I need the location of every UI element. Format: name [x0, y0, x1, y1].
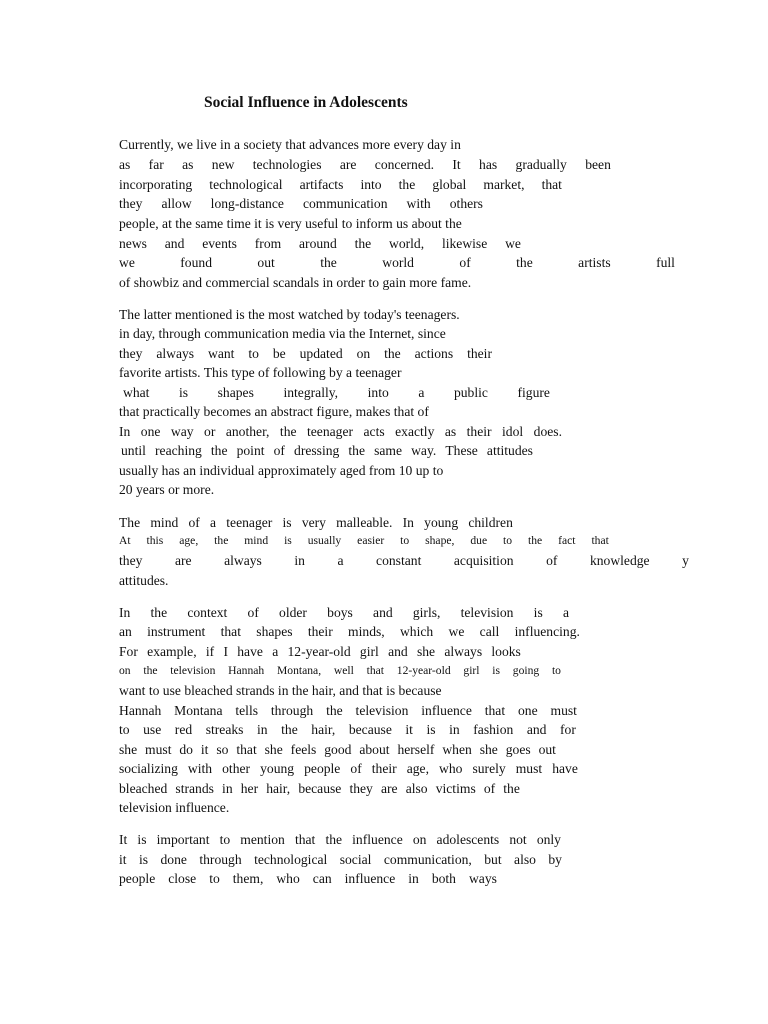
- word: an: [119, 624, 132, 639]
- word: integrally,: [283, 385, 339, 400]
- word: social: [339, 852, 372, 867]
- word: people: [119, 871, 156, 886]
- text-line: people, at the same time it is very useful to inform us about the: [119, 216, 462, 231]
- word: this: [146, 534, 164, 547]
- word: In: [402, 515, 414, 530]
- word: allow: [161, 196, 192, 211]
- word: has: [479, 157, 498, 172]
- word: because: [348, 722, 392, 737]
- word: 12-year-old: [287, 644, 351, 659]
- word: concerned.: [374, 157, 435, 172]
- word: herself: [397, 742, 435, 757]
- word: out: [257, 255, 275, 270]
- word: market,: [483, 177, 525, 192]
- word: instrument: [147, 624, 206, 639]
- word: due: [470, 534, 488, 547]
- word: of: [247, 605, 259, 620]
- word: call: [479, 624, 500, 639]
- word: one: [140, 424, 161, 439]
- word: acts: [363, 424, 385, 439]
- word: it: [405, 722, 413, 737]
- word: artifacts: [299, 177, 344, 192]
- word: the: [528, 534, 543, 547]
- word: that: [484, 703, 506, 718]
- word: easier: [357, 534, 385, 547]
- word: is: [179, 385, 189, 400]
- word: world,: [389, 236, 425, 251]
- word: or: [204, 424, 216, 439]
- word: television: [355, 703, 409, 718]
- word: to: [503, 534, 513, 547]
- word: y: [682, 553, 689, 568]
- word: also: [405, 781, 428, 796]
- word: who: [276, 871, 300, 886]
- word: is: [282, 515, 292, 530]
- word: age,: [406, 761, 429, 776]
- word: they: [119, 196, 143, 211]
- word: For: [119, 644, 138, 659]
- word: bleached: [119, 781, 168, 796]
- word: constant: [376, 553, 422, 568]
- word: fashion: [473, 722, 514, 737]
- word: attitudes: [486, 443, 533, 458]
- word: looks: [491, 644, 521, 659]
- word: In: [119, 424, 131, 439]
- text-line: usually has an individual approximately aged from 10 up to: [119, 463, 444, 478]
- word: teenager: [226, 515, 273, 530]
- word: she: [264, 742, 283, 757]
- word: way: [170, 424, 194, 439]
- text-line: Currently, we live in a society that advances more every day in: [119, 137, 461, 152]
- word: events: [202, 236, 237, 251]
- word: strands: [175, 781, 214, 796]
- word: far: [148, 157, 164, 172]
- word: feels: [290, 742, 317, 757]
- word: updated: [299, 346, 343, 361]
- word: shape,: [425, 534, 455, 547]
- word: as: [119, 157, 131, 172]
- word: the: [279, 424, 297, 439]
- word: goes: [505, 742, 531, 757]
- word: children: [468, 515, 513, 530]
- word: a: [562, 605, 569, 620]
- word: not: [509, 832, 527, 847]
- word: influence: [421, 703, 472, 718]
- word: the: [325, 832, 343, 847]
- word: them,: [232, 871, 264, 886]
- word: in: [294, 553, 305, 568]
- word: public: [453, 385, 488, 400]
- word: dressing: [294, 443, 340, 458]
- word: influencing.: [514, 624, 580, 639]
- word: have: [552, 761, 578, 776]
- word: she: [416, 644, 436, 659]
- word: we: [119, 255, 135, 270]
- word: can: [312, 871, 332, 886]
- word: communication: [302, 196, 388, 211]
- word: socializing: [119, 761, 178, 776]
- text-line: [119, 644, 521, 660]
- word: communication,: [383, 852, 472, 867]
- word: use: [143, 722, 162, 737]
- word: mind: [244, 534, 269, 547]
- word: young: [260, 761, 295, 776]
- word: been: [585, 157, 611, 172]
- text-line: The latter mentioned is the most watched by today's teenagers.: [119, 307, 460, 322]
- word: exactly: [395, 424, 435, 439]
- text-line: in day, through communication media via the Internet, since: [119, 326, 446, 341]
- word: television: [460, 605, 514, 620]
- word: we: [448, 624, 465, 639]
- word: their: [467, 346, 492, 361]
- word: the: [150, 605, 168, 620]
- document-title: Social Influence in Adolescents: [204, 94, 408, 111]
- word: from: [254, 236, 282, 251]
- word: be: [272, 346, 286, 361]
- word: their: [371, 761, 397, 776]
- word: is: [137, 832, 147, 847]
- word: because: [298, 781, 342, 796]
- word: in: [222, 781, 233, 796]
- word: the: [326, 703, 343, 718]
- word: they: [119, 346, 143, 361]
- word: close: [168, 871, 197, 886]
- word: through: [199, 852, 242, 867]
- word: In: [119, 605, 131, 620]
- word: on: [356, 346, 371, 361]
- word: that: [591, 534, 609, 547]
- word: These: [445, 443, 478, 458]
- word: we: [505, 236, 521, 251]
- word: boys: [327, 605, 353, 620]
- word: mention: [240, 832, 285, 847]
- word: must: [145, 742, 172, 757]
- word: of: [483, 781, 496, 796]
- word: for: [560, 722, 576, 737]
- word: out: [538, 742, 556, 757]
- word: of: [459, 255, 471, 270]
- word: that: [220, 624, 241, 639]
- text-line: [119, 424, 562, 440]
- text-line: [119, 871, 497, 887]
- word: until: [121, 443, 146, 458]
- word: minds,: [348, 624, 385, 639]
- word: the: [516, 255, 533, 270]
- text-line: [119, 761, 578, 777]
- word: what: [123, 385, 150, 400]
- word: the: [398, 177, 416, 192]
- word: a: [337, 553, 344, 568]
- word: age,: [179, 534, 199, 547]
- word: the: [210, 443, 228, 458]
- word: world: [382, 255, 414, 270]
- word: well: [333, 664, 354, 677]
- word: technologies: [252, 157, 322, 172]
- text-line: [119, 177, 562, 193]
- word: to: [209, 871, 220, 886]
- word: young: [424, 515, 459, 530]
- word: on: [119, 664, 131, 677]
- text-line: [119, 515, 513, 531]
- word: in: [449, 722, 460, 737]
- word: and: [373, 605, 393, 620]
- word: of: [350, 761, 362, 776]
- text-line: attitudes.: [119, 573, 169, 588]
- word: incorporating: [119, 177, 193, 192]
- word: both: [431, 871, 456, 886]
- word: she: [119, 742, 138, 757]
- text-line: [119, 624, 580, 640]
- word: mind: [150, 515, 179, 530]
- word: knowledge: [589, 553, 650, 568]
- word: other: [222, 761, 251, 776]
- word: the: [281, 722, 298, 737]
- word: figure: [517, 385, 550, 400]
- text-line: [119, 236, 521, 252]
- word: teenager: [307, 424, 354, 439]
- word: into: [360, 177, 382, 192]
- word: long-distance: [210, 196, 284, 211]
- word: always: [156, 346, 195, 361]
- word: must: [550, 703, 577, 718]
- word: example,: [147, 644, 197, 659]
- word: I: [223, 644, 228, 659]
- word: gradually: [515, 157, 567, 172]
- word: is: [284, 534, 292, 547]
- word: so: [216, 742, 229, 757]
- text-line: [119, 157, 611, 173]
- word: actions: [414, 346, 454, 361]
- word: done: [160, 852, 187, 867]
- word: about: [359, 742, 390, 757]
- word: another,: [225, 424, 270, 439]
- word: when: [442, 742, 472, 757]
- word: girl: [463, 664, 480, 677]
- word: It: [119, 832, 128, 847]
- word: It: [452, 157, 461, 172]
- word: who: [439, 761, 463, 776]
- word: fact: [558, 534, 576, 547]
- word: context: [187, 605, 228, 620]
- word: on: [412, 832, 427, 847]
- text-line: want to use bleached strands in the hair, and that is because: [119, 683, 442, 698]
- word: television: [170, 664, 216, 677]
- word: does.: [533, 424, 562, 439]
- word: the: [214, 534, 229, 547]
- word: if: [205, 644, 215, 659]
- word: of: [188, 515, 200, 530]
- word: is: [492, 664, 500, 677]
- word: around: [299, 236, 337, 251]
- word: always: [224, 553, 262, 568]
- word: she: [479, 742, 498, 757]
- word: At: [119, 534, 131, 547]
- word: new: [211, 157, 235, 172]
- text-line: [119, 605, 569, 621]
- text-line: [119, 852, 562, 868]
- text-line: [119, 722, 576, 738]
- word: acquisition: [453, 553, 514, 568]
- word: and: [164, 236, 185, 251]
- word: streaks: [205, 722, 244, 737]
- word: going: [512, 664, 540, 677]
- word: that: [236, 742, 257, 757]
- word: usually: [307, 534, 342, 547]
- word: shapes: [217, 385, 254, 400]
- text-line: [119, 663, 561, 679]
- word: that: [366, 664, 384, 677]
- text-line: that practically becomes an abstract figure, makes that of: [119, 404, 429, 419]
- word: with: [406, 196, 431, 211]
- word: good: [324, 742, 352, 757]
- word: a: [418, 385, 425, 400]
- word: technological: [209, 177, 283, 192]
- word: through: [270, 703, 314, 718]
- text-line: [123, 385, 550, 401]
- word: hair,: [266, 781, 291, 796]
- word: technological: [254, 852, 328, 867]
- word: of: [546, 553, 558, 568]
- word: with: [187, 761, 213, 776]
- word: are: [174, 553, 192, 568]
- word: influence: [344, 871, 396, 886]
- word: of: [273, 443, 285, 458]
- text-line: [119, 346, 492, 362]
- word: is: [138, 852, 149, 867]
- word: influence: [352, 832, 403, 847]
- word: surely: [472, 761, 506, 776]
- word: hair,: [311, 722, 336, 737]
- text-line: [119, 742, 556, 758]
- word: is: [426, 722, 436, 737]
- word: have: [237, 644, 263, 659]
- word: as: [182, 157, 194, 172]
- word: a: [272, 644, 279, 659]
- text-line: [119, 196, 483, 212]
- word: are: [380, 781, 398, 796]
- word: red: [174, 722, 193, 737]
- word: as: [444, 424, 457, 439]
- word: that: [541, 177, 562, 192]
- word: likewise: [441, 236, 488, 251]
- word: the: [143, 664, 158, 677]
- word: also: [514, 852, 536, 867]
- text-line: of showbiz and commercial scandals in order to gain more fame.: [119, 275, 472, 290]
- text-line: [119, 703, 577, 719]
- word: which: [399, 624, 434, 639]
- text-line: [119, 255, 675, 271]
- word: shapes: [256, 624, 293, 639]
- word: malleable.: [336, 515, 393, 530]
- word: the: [503, 781, 520, 796]
- word: very: [301, 515, 326, 530]
- word: artists: [578, 255, 611, 270]
- word: in: [257, 722, 268, 737]
- word: one: [518, 703, 538, 718]
- word: to: [119, 722, 130, 737]
- word: The: [119, 515, 141, 530]
- word: that: [294, 832, 316, 847]
- word: point: [236, 443, 265, 458]
- word: the: [384, 346, 401, 361]
- word: they: [349, 781, 373, 796]
- word: reaching: [155, 443, 202, 458]
- text-line: [121, 443, 533, 459]
- word: full: [656, 255, 675, 270]
- word: way.: [411, 443, 437, 458]
- word: it: [119, 852, 127, 867]
- word: is: [533, 605, 543, 620]
- text-line: television influence.: [119, 800, 230, 815]
- word: their: [307, 624, 333, 639]
- word: people: [304, 761, 341, 776]
- word: want: [208, 346, 235, 361]
- word: do: [179, 742, 193, 757]
- word: the: [348, 443, 366, 458]
- word: to: [248, 346, 259, 361]
- word: Montana: [174, 703, 223, 718]
- text-line: [119, 832, 561, 848]
- word: others: [449, 196, 483, 211]
- word: in: [408, 871, 419, 886]
- word: found: [180, 255, 212, 270]
- word: victims: [435, 781, 476, 796]
- word: news: [119, 236, 147, 251]
- word: into: [367, 385, 389, 400]
- word: important: [156, 832, 210, 847]
- word: they: [119, 553, 143, 568]
- word: and: [388, 644, 408, 659]
- word: Hannah: [119, 703, 162, 718]
- word: idol: [502, 424, 524, 439]
- word: Hannah: [228, 664, 265, 677]
- word: it: [200, 742, 209, 757]
- text-line: [119, 781, 520, 797]
- word: their: [466, 424, 492, 439]
- word: always: [444, 644, 483, 659]
- word: her: [240, 781, 259, 796]
- word: are: [339, 157, 357, 172]
- word: to: [400, 534, 410, 547]
- word: by: [548, 852, 562, 867]
- word: adolescents: [436, 832, 500, 847]
- text-line: favorite artists. This type of following by a teenager: [119, 365, 402, 380]
- word: the: [320, 255, 337, 270]
- text-line: 20 years or more.: [119, 482, 215, 497]
- text-line: [119, 533, 609, 549]
- word: must: [515, 761, 543, 776]
- word: the: [354, 236, 372, 251]
- word: same: [374, 443, 403, 458]
- word: but: [484, 852, 502, 867]
- word: older: [279, 605, 307, 620]
- word: girls,: [412, 605, 441, 620]
- text-line: [119, 553, 689, 569]
- word: to: [219, 832, 231, 847]
- word: girl: [359, 644, 379, 659]
- word: only: [536, 832, 561, 847]
- word: and: [526, 722, 547, 737]
- word: global: [432, 177, 467, 192]
- word: Montana,: [276, 664, 322, 677]
- word: 12-year-old: [396, 664, 451, 677]
- word: to: [551, 664, 561, 677]
- word: ways: [468, 871, 497, 886]
- word: tells: [235, 703, 259, 718]
- word: a: [210, 515, 217, 530]
